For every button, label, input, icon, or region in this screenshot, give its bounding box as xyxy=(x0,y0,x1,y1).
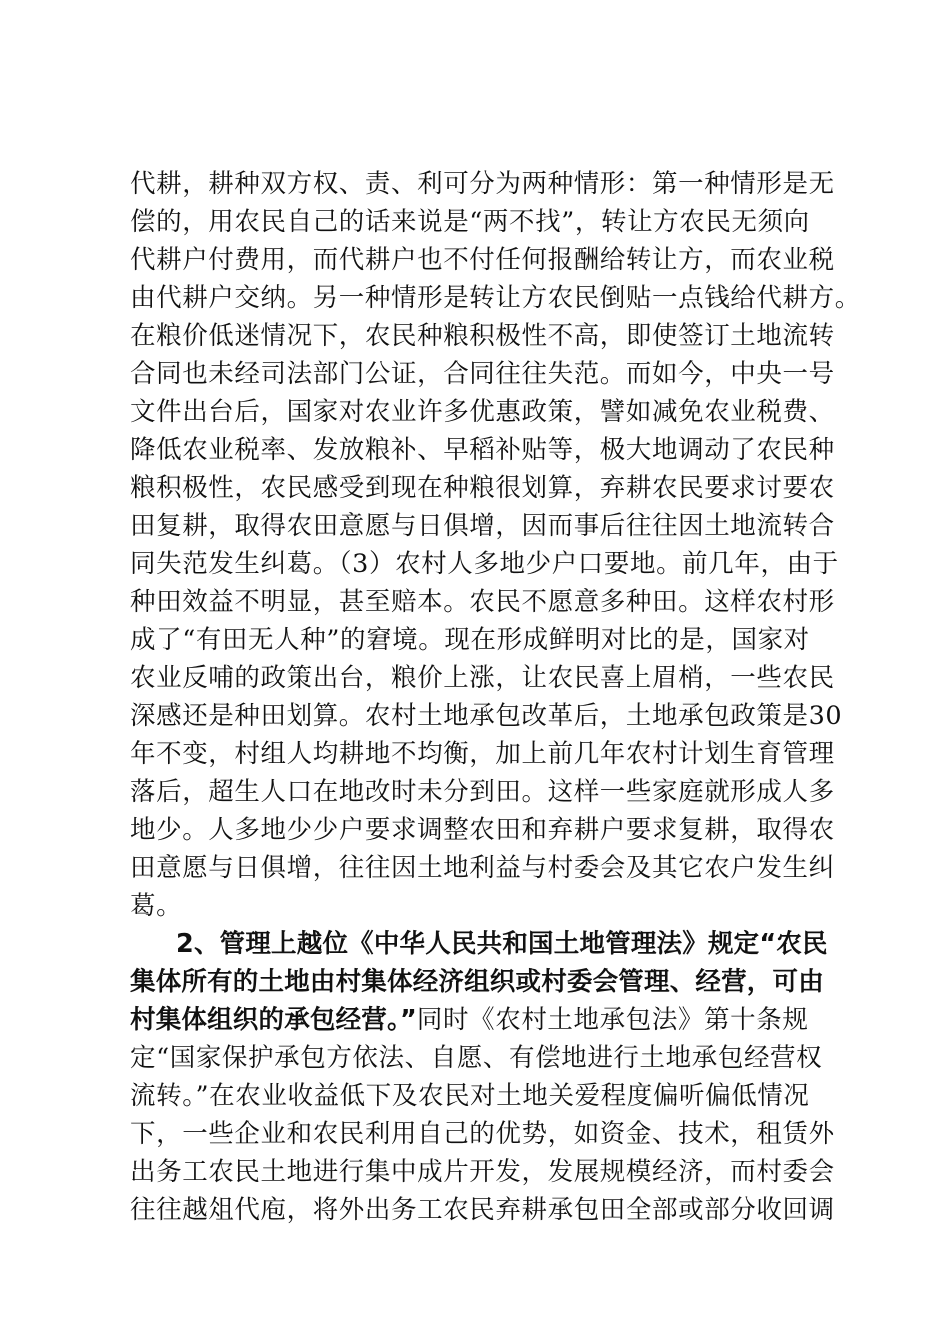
paragraph-line: 偿的，用农民自己的话来说是“两不找”，转让方农民无须向 xyxy=(130,207,810,237)
paragraph-text: 同时《农村土地承包法》第十条规 xyxy=(416,1005,809,1035)
paragraph-line: 文件出台后，国家对农业许多优惠政策，譬如减免农业税费、 xyxy=(130,397,835,427)
paragraph-line: 定“国家保护承包方依法、自愿、有偿地进行土地承包经营权 xyxy=(130,1043,823,1073)
paragraph-line: 地少。人多地少少户要求调整农田和弃耕户要求复耕，取得农 xyxy=(130,815,835,845)
paragraph-line: 降低农业税率、发放粮补、早稻补贴等，极大地调动了农民种 xyxy=(130,435,835,465)
paragraph-line: 出务工农民土地进行集中成片开发，发展规模经济，而村委会 xyxy=(130,1157,835,1187)
paragraph-line: 年不变，村组人均耕地不均衡，加上前几年农村计划生育管理 xyxy=(130,739,835,769)
paragraph-line: 下，一些企业和农民利用自己的优势，如资金、技术，租赁外 xyxy=(130,1119,835,1149)
paragraph-line: 田意愿与日俱增，往往因土地利益与村委会及其它农户发生纠 xyxy=(130,853,835,883)
paragraph-line: 农业反哺的政策出台，粮价上涨，让农民喜上眉梢，一些农民 xyxy=(130,663,835,693)
paragraph-line: 由代耕户交纳。另一种情形是转让方农民倒贴一点钱给代耕方。 xyxy=(130,283,861,313)
paragraph-line: 代耕，耕种双方权、责、利可分为两种情形：第一种情形是无 xyxy=(130,169,835,199)
paragraph-line: 同失范发生纠葛。（3）农村人多地少户口要地。前几年，由于 xyxy=(130,549,839,579)
paragraph-line: 代耕户付费用，而代耕户也不付任何报酬给转让方，而农业税 xyxy=(130,245,835,275)
paragraph-line: 落后，超生人口在地改时未分到田。这样一些家庭就形成人多 xyxy=(130,777,835,807)
paragraph-line: 深感还是种田划算。农村土地承包改革后，土地承包政策是30 xyxy=(130,701,843,731)
section-heading-line: 2、管理上越位《中华人民共和国土地管理法》规定“农民 xyxy=(176,929,828,959)
paragraph-line: 田复耕，取得农田意愿与日俱增，因而事后往往因土地流转合 xyxy=(130,511,835,541)
paragraph-line: 流转。”在农业收益低下及农民对土地关爱程度偏听偏低情况 xyxy=(130,1081,810,1111)
paragraph-line-mixed xyxy=(130,1001,830,1039)
paragraph-line: 在粮价低迷情况下，农民种粮积极性不高，即使签订土地流转 xyxy=(130,321,835,351)
section-heading-line: 集体所有的土地由村集体经济组织或村委会管理、经营，可由 xyxy=(130,967,824,997)
paragraph-line: 往往越俎代庖，将外出务工农民弃耕承包田全部或部分收回调 xyxy=(130,1195,835,1225)
paragraph-line: 粮积极性，农民感受到现在种粮很划算，弃耕农民要求讨要农 xyxy=(130,473,835,503)
paragraph-line: 葛。 xyxy=(130,891,183,921)
section-heading-tail: 村集体组织的承包经营。” xyxy=(130,1005,417,1035)
paragraph-line: 合同也未经司法部门公证，合同往往失范。而如今，中央一号 xyxy=(130,359,835,389)
paragraph-line: 种田效益不明显，甚至赔本。农民不愿意多种田。这样农村形 xyxy=(130,587,835,617)
paragraph-line: 成了“有田无人种”的窘境。现在形成鲜明对比的是，国家对 xyxy=(130,625,810,655)
